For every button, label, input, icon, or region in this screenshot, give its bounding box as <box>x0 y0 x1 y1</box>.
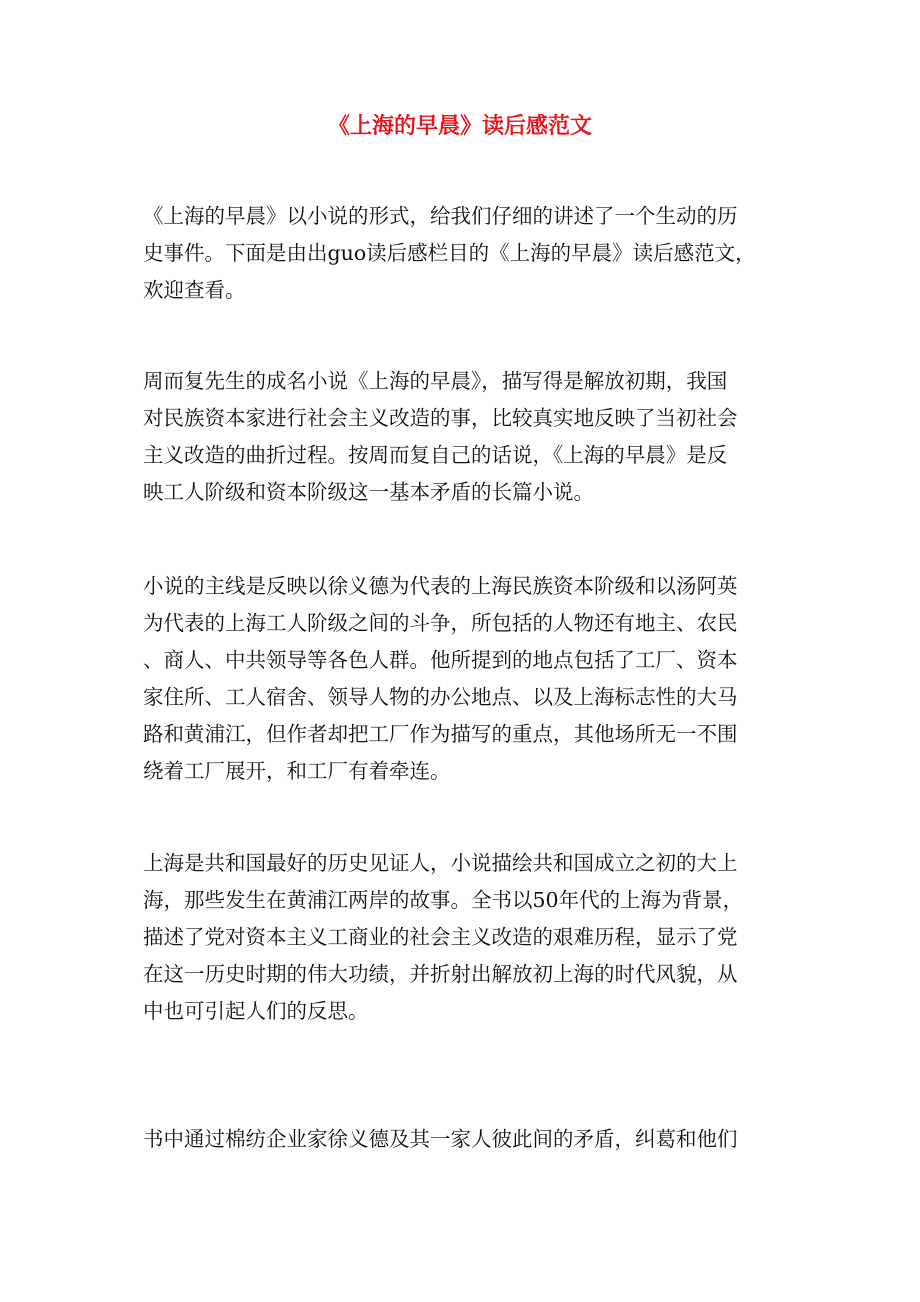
paragraph-line: 小说的主线是反映以徐义德为代表的上海民族资本阶级和以汤阿英 <box>143 574 738 598</box>
paragraph-line: 对民族资本家进行社会主义改造的事，比较真实地反映了当初社会 <box>143 406 738 430</box>
paragraph-3 <box>143 568 779 790</box>
paragraph-line: 家住所、工人宿舍、领导人物的办公地点、以及上海标志性的大马 <box>143 685 738 709</box>
paragraph-line: 海，那些发生在黄浦江两岸的故事。全书以50年代的上海为背景， <box>143 888 744 912</box>
paragraph-line: 绕着工厂展开，和工厂有着牵连。 <box>143 759 451 783</box>
paragraph-line: 描述了党对资本主义工商业的社会主义改造的艰难历程，显示了党 <box>143 925 738 949</box>
paragraph-line: 在这一历史时期的伟大功绩，并折射出解放初上海的时代风貌，从 <box>143 962 738 986</box>
paragraph-line: 《上海的早晨》以小说的形式，给我们仔细的讲述了一个生动的历 <box>143 204 738 228</box>
paragraph-line: 欢迎查看。 <box>143 278 246 302</box>
paragraph-line: 为代表的上海工人阶级之间的斗争，所包括的人物还有地主、农民 <box>143 611 738 635</box>
paragraph-line: 中也可引起人们的反思。 <box>143 999 369 1023</box>
paragraph-line: 上海是共和国最好的历史见证人，小说描绘共和国成立之初的大上 <box>143 851 738 875</box>
paragraph-4 <box>143 845 779 1030</box>
paragraph-line: 主义改造的曲折过程。按周而复自己的话说，《上海的早晨》是反 <box>143 443 728 467</box>
paragraph-2 <box>143 363 779 511</box>
paragraph-line: 映工人阶级和资本阶级这一基本矛盾的长篇小说。 <box>143 480 594 504</box>
paragraph-line: 、商人、中共领导等各色人群。他所提到的地点包括了工厂、资本 <box>143 648 738 672</box>
paragraph-1 <box>143 198 779 309</box>
paragraph-line: 书中通过棉纺企业家徐义德及其一家人彼此间的矛盾，纠葛和他们 <box>143 1127 738 1151</box>
paragraph-line: 路和黄浦江，但作者却把工厂作为描写的重点，其他场所无一不围 <box>143 722 738 746</box>
paragraph-line: 史事件。下面是由出guo读后感栏目的《上海的早晨》读后感范文， <box>143 241 756 265</box>
paragraph-5 <box>143 1121 779 1158</box>
document-title: 《上海的早晨》读后感范文 <box>327 114 592 139</box>
paragraph-line: 周而复先生的成名小说《上海的早晨》，描写得是解放初期，我国 <box>143 369 728 393</box>
